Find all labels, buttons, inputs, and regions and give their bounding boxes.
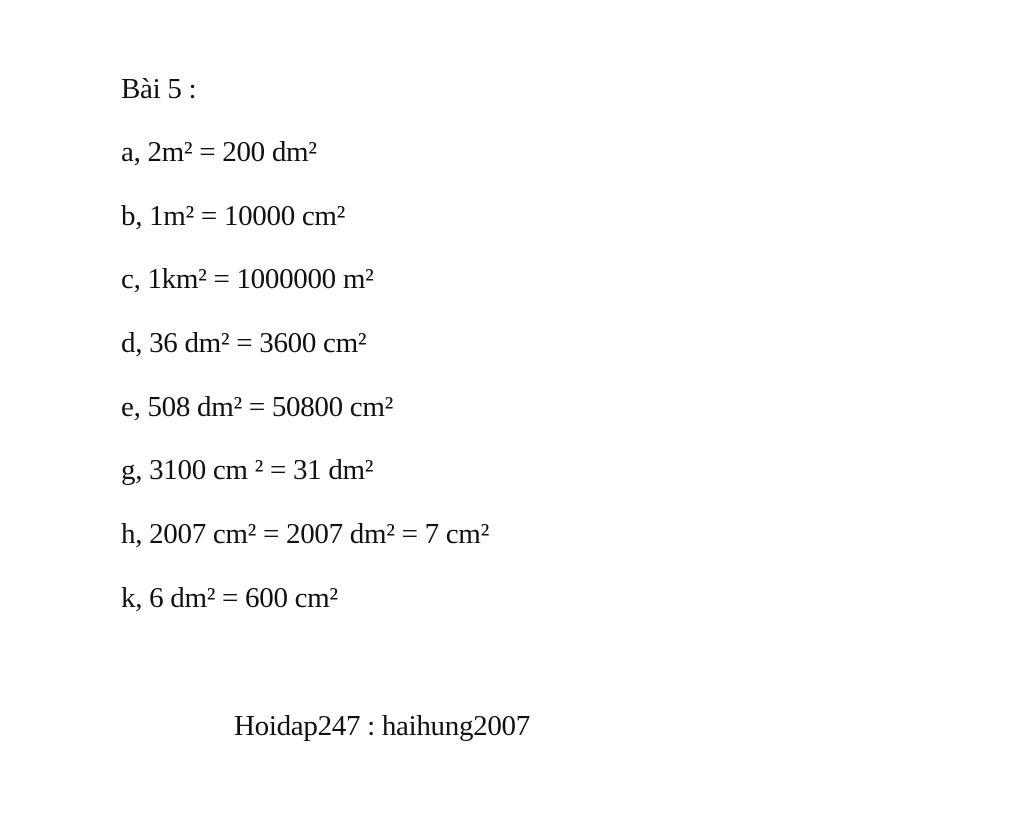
author-signature: Hoidap247 : haihung2007 xyxy=(234,710,530,742)
answer-line-d: d, 36 dm² = 3600 cm² xyxy=(121,327,367,359)
answer-line-k: k, 6 dm² = 600 cm² xyxy=(121,582,338,614)
exercise-title: Bài 5 : xyxy=(121,73,197,105)
answer-line-e: e, 508 dm² = 50800 cm² xyxy=(121,391,394,423)
answer-line-h: h, 2007 cm² = 2007 dm² = 7 cm² xyxy=(121,518,489,550)
answer-line-g: g, 3100 cm ² = 31 dm² xyxy=(121,454,374,486)
answer-line-a: a, 2m² = 200 dm² xyxy=(121,136,317,168)
answer-line-b: b, 1m² = 10000 cm² xyxy=(121,200,346,232)
answer-line-c: c, 1km² = 1000000 m² xyxy=(121,263,374,295)
